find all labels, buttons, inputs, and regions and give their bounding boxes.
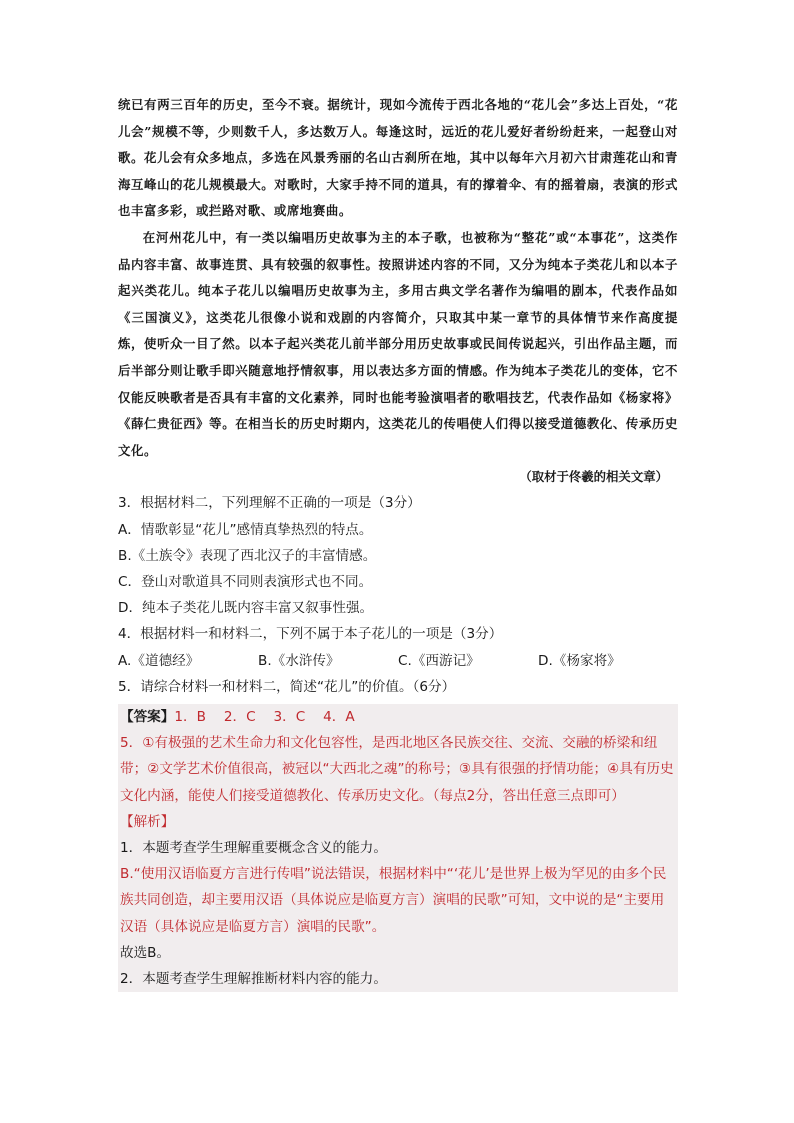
analysis-tag: 【解析】 bbox=[120, 813, 175, 830]
question-4: 4．根据材料一和材料二，下列不属于本子花儿的一项是（3分） bbox=[118, 626, 503, 643]
answer-choices-line bbox=[120, 704, 676, 730]
question-4-option-d: D.《杨家将》 bbox=[538, 652, 621, 669]
question-4-option-a: A.《道德经》 bbox=[118, 652, 200, 669]
analysis-1-conclusion: 故选B。 bbox=[120, 944, 171, 961]
question-4-option-b: B.《水浒传》 bbox=[258, 652, 340, 669]
question-3-option-a: A．情歌彰显“花儿”感情真挚热烈的特点。 bbox=[118, 521, 373, 538]
passage-paragraph-2: 在河州花儿中，有一类以编唱历史故事为主的本子歌，也被称为“整花”或“本事花”，这类作品内容丰富、故事连贯、具有较强的叙事性。按照讲述内容的不同，又分为纯本子类花儿和以本子起兴类花儿。纯本子花儿以编唱历史故事为主，多用古典文学名著作为编唱的剧本，代表作品如《三国演义》，这类花儿很像小说和戏剧的内容简介，只取其中某一章节的具体情节来作高度提炼，使听众一目了然。以本子起兴类花儿前半部分用历史故事或民间传说起兴，引出作品主题，而后半部分则让歌手即兴随意地抒情叙事，用以表达多方面的情感。作为纯本子类花儿的变体，它不仅能反映歌者是否具有丰富的文化素养，同时也能考验演唱者的歌唱技艺，代表作品如《杨家将》《薛仁贵征西》等。在相当长的历史时期内，这类花儿的传唱使人们得以接受道德教化、传承历史文化。 bbox=[118, 229, 678, 458]
answer-section bbox=[118, 704, 678, 992]
question-4-option-c: C.《西游记》 bbox=[398, 652, 480, 669]
question-3-option-b: B.《土族令》表现了西北汉子的丰富情感。 bbox=[118, 547, 377, 564]
passage-source: （取材于佟羲的相关文章） bbox=[519, 469, 668, 485]
analysis-1-b: B.“使用汉语临夏方言进行传唱”说法错误，根据材料中“‘花儿’是世界上极为罕见的由多个民族共同创造，却主要用汉语（具体说应是临夏方言）演唱的民歌”可知，文中说的是“主要用汉语（具体说应是临夏方言）演唱的民歌”。 bbox=[120, 866, 667, 935]
answer-choices: 1．B 2．C 3．C 4．A bbox=[174, 708, 355, 725]
passage-paragraph-1: 统已有两三百年的历史，至今不衰。据统计，现如今流传于西北各地的“花儿会”多达上百处，“花儿会”规模不等，少则数千人，多达数万人。每逢这时，远近的花儿爱好者纷纷赶来，一起登山对歌。花儿会有众多地点，多选在风景秀丽的名山古刹所在地，其中以每年六月初六甘肃莲花山和青海互峰山的花儿规模最大。对歌时，大家手持不同的道具，有的撑着伞、有的摇着扇，表演的形式也丰富多彩，或拦路对歌、或席地赛曲。 bbox=[118, 97, 678, 219]
analysis-2: 2．本题考查学生理解推断材料内容的能力。 bbox=[120, 970, 387, 987]
analysis-1: 1．本题考查学生理解重要概念含义的能力。 bbox=[120, 839, 387, 856]
question-3-option-c: C．登山对歌道具不同则表演形式也不同。 bbox=[118, 573, 373, 590]
question-4-options bbox=[118, 648, 678, 674]
document-page bbox=[118, 92, 678, 992]
answer-tag: 【答案】 bbox=[120, 708, 175, 725]
question-3-option-d: D．纯本子类花儿既内容丰富又叙事性强。 bbox=[118, 600, 374, 617]
answer-q5: 5．①有极强的艺术生命力和文化包容性，是西北地区各民族交往、交流、交融的桥梁和纽带；②文学艺术价值很高，被冠以“大西北之魂”的称号；③具有很强的抒情功能；④具有历史文化内涵，能使人们接受道德教化、传承历史文化。（每点2分，答出任意三点即可） bbox=[120, 735, 674, 804]
question-5: 5．请综合材料一和材料二，简述“花儿”的价值。（6分） bbox=[118, 678, 456, 695]
question-3: 3．根据材料二，下列理解不正确的一项是（3分） bbox=[118, 495, 421, 512]
